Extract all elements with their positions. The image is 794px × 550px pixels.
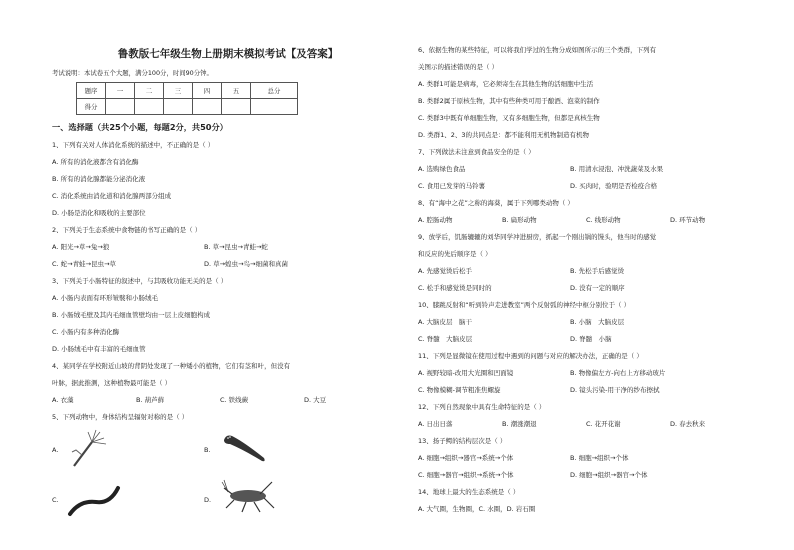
option-line: B. 扁形动物 <box>502 216 537 224</box>
section-heading: 一、选择题（共25个小题，每题2分，共50分） <box>52 122 228 132</box>
option-line: C. 蛇→青蛙→昆虫→草 <box>52 260 117 268</box>
score-header-cell: 二 <box>135 83 164 99</box>
option-line: D. 春去秋来 <box>670 420 706 428</box>
option-line: A. 腔肠动物 <box>418 216 453 224</box>
option-line: C. 消化系统由消化道和消化腺两部分组成 <box>52 192 172 200</box>
option-line: A. 视野较暗-改用大光圈和凹面镜 <box>418 369 514 377</box>
option-line: C. 物像模糊-调节粗准焦螺旋 <box>418 386 501 394</box>
score-cell[interactable] <box>106 99 135 115</box>
option-line: A. 先感觉烫后松手 <box>418 267 472 275</box>
score-header-cell: 五 <box>222 83 251 99</box>
option-line: C. 类群3中既有单细胞生物，又有多细胞生物，但都是真核生物 <box>418 114 600 122</box>
score-header-cell: 四 <box>193 83 222 99</box>
option-line: D. 脊髓 小脑 <box>570 335 612 343</box>
option-line: A. 小肠内表面有环形皱襞和小肠绒毛 <box>52 294 158 302</box>
option-line: C. 脊髓 大脑皮层 <box>418 335 473 343</box>
option-line: B. 小肠绒毛壁及其内毛细血管壁均由一层上皮细胞构成 <box>52 311 211 319</box>
score-cell[interactable] <box>135 99 164 115</box>
option-line: A. 类群1可能是病毒，它必须寄生在其他生物的活细胞中生活 <box>418 80 594 88</box>
option-line: D. 小肠是消化和吸收的主要部位 <box>52 209 146 217</box>
score-header-cell: 题序 <box>77 83 106 99</box>
option-line: B. 类群2属于原核生物，其中有些种类可用于酿酒、泡菜的制作 <box>418 97 600 105</box>
option-line: C. 食用已发芽的马铃薯 <box>418 182 486 190</box>
option-line: B. 葫芦藓 <box>136 396 165 404</box>
option-line: D. 细胞→组织→器官→个体 <box>570 471 648 479</box>
option-line: C. 细胞→器官→组织→系统→个体 <box>418 471 514 479</box>
question-line: 6、依据生物的某些特征，可以将我们学过的生物分成如图所示的三个类群，下列有 <box>418 46 657 54</box>
option-line: D. 类群1、2、3的共同点是：都不能利用无机物制造有机物 <box>418 131 590 139</box>
option-line: D. 草→蝗虫→鸟→细菌和真菌 <box>204 260 288 268</box>
option-line: D. 镜头污染-用干净的纱布擦拭 <box>570 386 660 394</box>
option-line: D. 没有一定的顺序 <box>570 284 625 292</box>
option-line: C. 线形动物 <box>586 216 621 224</box>
option-line: D. 大豆 <box>304 396 327 404</box>
question-line: 叶脉，据此推测，这种植物最可能是（ ） <box>52 379 172 387</box>
question-line: 8、有“海中之花”之称的海葵，属于下列哪类动物（ ） <box>418 199 574 207</box>
score-row-label: 得分 <box>77 99 106 115</box>
score-value-row <box>77 99 298 115</box>
option-line: A. 日出日落 <box>418 420 453 428</box>
option-line: C. 铁线蕨 <box>220 396 249 404</box>
option-line: C. 松手和感觉烫是同时的 <box>418 284 492 292</box>
score-header-row <box>77 83 298 99</box>
score-header-cell: 三 <box>164 83 193 99</box>
planarian-image <box>220 428 270 470</box>
option-line: D. 环节动物 <box>670 216 706 224</box>
option-line: B. 所有的消化腺都能分泌消化液 <box>52 175 146 183</box>
option-line: B. 用清水浸泡、冲洗蔬菜及水果 <box>570 165 664 173</box>
question-line: 11、下列是显微镜在使用过程中遇到的问题与对应的解决办法，正确的是（ ） <box>418 352 643 360</box>
option-line: B. 物像偏左方-向右上方移动玻片 <box>570 369 666 377</box>
option-line: A. 大气圈，生物圈，C. 水圈，D. 岩石圈 <box>418 505 536 513</box>
grasshopper-icon <box>220 474 276 516</box>
option-line: A. 阳光→草→兔→狼 <box>52 243 110 251</box>
option-line: B. 小脑 大脑皮层 <box>570 318 625 326</box>
locust-image <box>220 474 276 516</box>
exam-note: 考试说明：本试卷五个大题，满分100分，时间90分钟。 <box>52 69 213 77</box>
hydra-icon <box>66 428 112 470</box>
option-line: D. 买肉时，验明是否检疫合格 <box>570 182 658 190</box>
option-line: B. 草→昆虫→青蛙→蛇 <box>204 243 268 251</box>
option-label: B. <box>204 446 211 454</box>
question-line: 14、地球上最大的生态系统是（ ） <box>418 488 520 496</box>
score-header-cell: 一 <box>106 83 135 99</box>
page-title: 鲁教版七年级生物上册期末模拟考试【及答案】 <box>117 48 339 60</box>
option-line: A. 所有的消化液都含有消化酶 <box>52 158 139 166</box>
option-line: B. 潮涨潮退 <box>502 420 537 428</box>
question-line: 5、下列动物中，身体结构呈辐射对称的是（ ） <box>52 413 189 421</box>
hydra-image <box>66 428 112 470</box>
planarian-icon <box>220 428 270 470</box>
option-line: A. 细胞→组织→器官→系统→个体 <box>418 454 514 462</box>
option-line: A. 大脑皮层 脑干 <box>418 318 472 326</box>
option-label: C. <box>52 496 59 504</box>
score-cell[interactable] <box>164 99 193 115</box>
option-line: B. 先松手后感觉烫 <box>570 267 625 275</box>
score-table <box>76 82 298 115</box>
question-line: 7、下列做法未注意到食品安全的是（ ） <box>418 148 535 156</box>
question-line: 3、下列关于小肠特征的叙述中，与其吸收功能无关的是（ ） <box>52 277 228 285</box>
option-label: A. <box>52 446 59 454</box>
question-line: 4、某同学在学校附近山坡的背阴处发现了一种矮小的植物，它们有茎和叶，但没有 <box>52 362 291 370</box>
option-line: C. 小肠内有多种消化酶 <box>52 328 120 336</box>
score-cell[interactable] <box>222 99 251 115</box>
question-line: 和反应的先后顺序是（ ） <box>418 250 492 258</box>
question-line: 12、下列自然现象中具有生命特征的是（ ） <box>418 403 546 411</box>
option-line: C. 花开花谢 <box>586 420 621 428</box>
option-label: D. <box>204 496 212 504</box>
worm-image <box>66 478 122 520</box>
question-line: 10、膝跳反射和“听到铃声走进教室”两个反射弧的神经中枢分别位于（ ） <box>418 301 631 309</box>
option-line: B. 细胞→组织→个体 <box>570 454 629 462</box>
question-line: 2、下列关于生态系统中食物链的书写正确的是（ ） <box>52 226 202 234</box>
option-line: D. 小肠绒毛中有丰富的毛细血管 <box>52 345 146 353</box>
score-cell[interactable] <box>251 99 298 115</box>
score-header-cell: 总分 <box>251 83 298 99</box>
question-line: 13、扬子鳄的结构层次是（ ） <box>418 437 507 445</box>
question-line: 1、下列有关对人体消化系统的描述中，不正确的是（ ） <box>52 141 215 149</box>
question-line: 9、放学后，饥肠辘辘的刘华同学冲进厨房，抓起一个刚出锅的馒头，他当时的感觉 <box>418 233 657 241</box>
score-cell[interactable] <box>193 99 222 115</box>
option-line: A. 衣藻 <box>52 396 74 404</box>
question-line: 关图示的描述错误的是（ ） <box>418 63 499 71</box>
option-line: A. 选购绿色食品 <box>418 165 466 173</box>
earthworm-icon <box>66 478 122 520</box>
